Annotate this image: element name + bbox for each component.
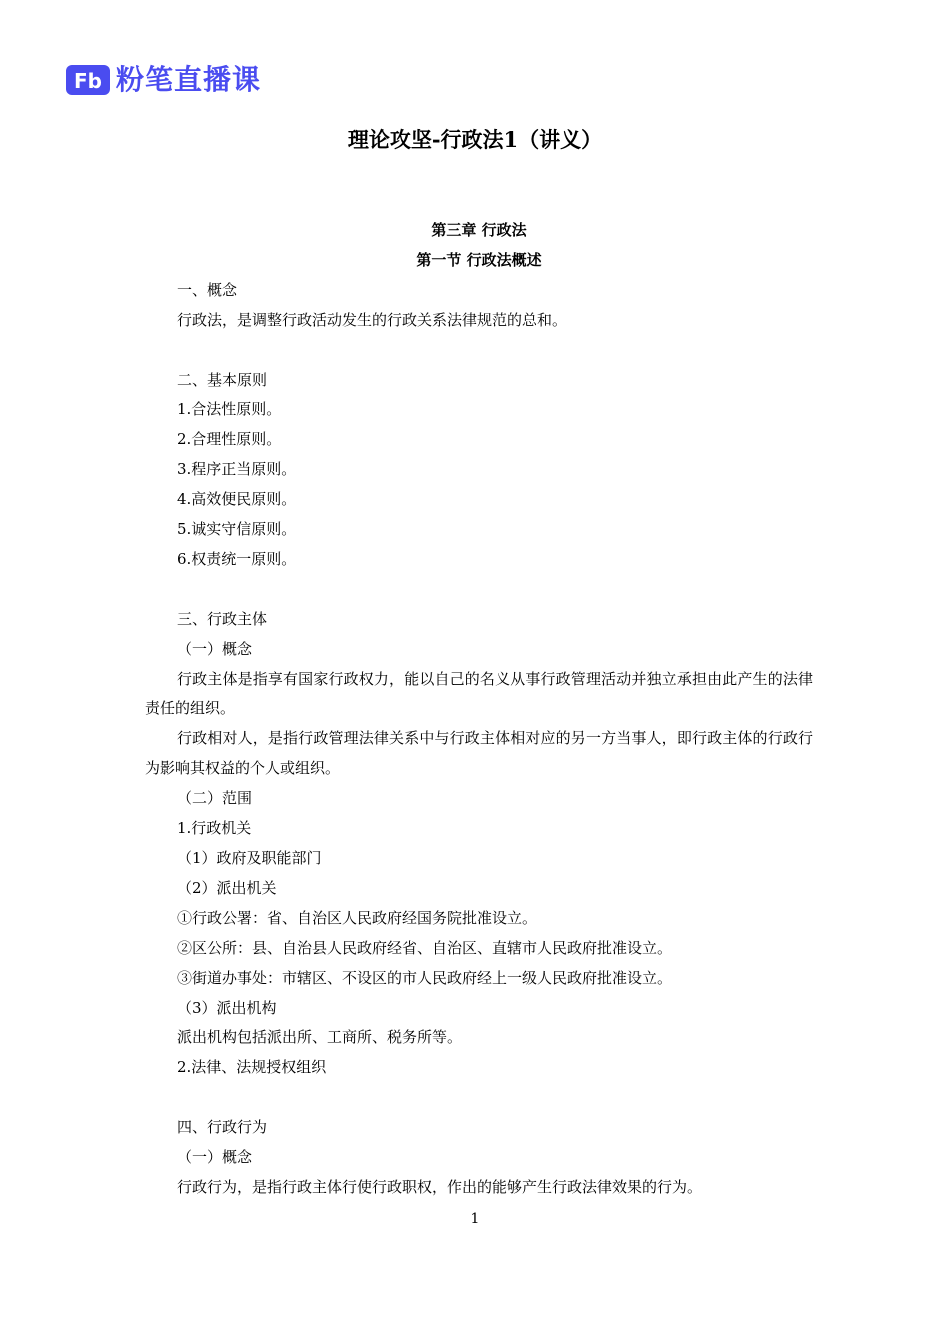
section-heading: 第一节 行政法概述 bbox=[416, 250, 542, 269]
principle-item: 1.合法性原则。 bbox=[177, 400, 282, 419]
principle-item: 6.权责统一原则。 bbox=[177, 549, 297, 568]
brand-name: 粉笔直播课 bbox=[116, 63, 262, 96]
principle-item: 2.合理性原则。 bbox=[177, 430, 282, 449]
part1-text: 行政法，是调整行政活动发生的行政关系法律规范的总和。 bbox=[177, 310, 568, 329]
logo-mark-text: Fb bbox=[74, 69, 102, 93]
part3-item2: 2.法律、法规授权组织 bbox=[177, 1058, 327, 1077]
chapter-heading: 第三章 行政法 bbox=[431, 221, 527, 239]
part3-circ2: ②区公所：县、自治县人民政府经省、自治区、直辖市人民政府批准设立。 bbox=[177, 938, 673, 957]
part4-text: 行政行为，是指行政主体行使行政职权，作出的能够产生行政法律效果的行为。 bbox=[177, 1177, 703, 1196]
part3-circ1: ①行政公署：省、自治区人民政府经国务院批准设立。 bbox=[177, 908, 538, 927]
document-body bbox=[145, 216, 813, 1203]
part3-heading: 三、行政主体 bbox=[177, 609, 268, 628]
principle-item: 5.诚实守信原则。 bbox=[177, 520, 297, 539]
page-number: 1 bbox=[470, 1211, 480, 1227]
principle-item: 4.高效便民原则。 bbox=[177, 490, 297, 509]
part3-para2: 行政相对人，是指行政管理法律关系中与行政主体相对应的另一方当事人，即行政主体的行政行为影响其权益的个人或组织。 bbox=[145, 729, 813, 778]
principle-item: 3.程序正当原则。 bbox=[177, 460, 297, 479]
part1-heading: 一、概念 bbox=[177, 280, 238, 299]
part3-para1: 行政主体是指享有国家行政权力，能以自己的名义从事行政管理活动并独立承担由此产生的法律责任的组织。 bbox=[145, 669, 813, 718]
document-title: 理论攻坚-行政法1（讲义） bbox=[347, 127, 603, 152]
brand-logo bbox=[66, 62, 261, 98]
part3-item1-1: （1）政府及职能部门 bbox=[177, 849, 322, 867]
part3-item1-3: （3）派出机构 bbox=[177, 998, 277, 1017]
part2-heading: 二、基本原则 bbox=[177, 370, 268, 389]
part3-item1: 1.行政机关 bbox=[177, 819, 252, 838]
part4-heading: 四、行政行为 bbox=[177, 1118, 268, 1137]
part4-sub1: （一）概念 bbox=[177, 1148, 253, 1167]
part3-sub1: （一）概念 bbox=[177, 639, 253, 658]
part3-item1-3-text: 派出机构包括派出所、工商所、税务所等。 bbox=[177, 1028, 463, 1047]
part3-item1-2: （2）派出机关 bbox=[177, 878, 277, 897]
fb-logo-icon bbox=[66, 63, 110, 97]
part3-sub2: （二）范围 bbox=[177, 789, 253, 808]
part3-circ3: ③街道办事处：市辖区、不设区的市人民政府经上一级人民政府批准设立。 bbox=[177, 968, 673, 987]
